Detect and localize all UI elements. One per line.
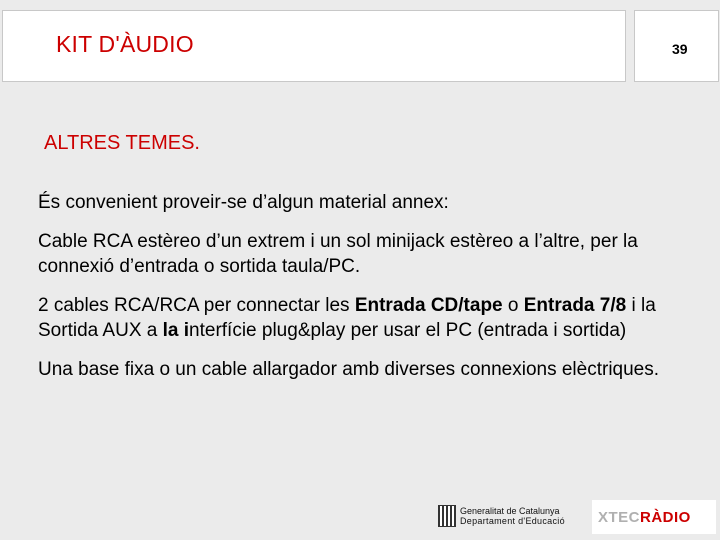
generalitat-name: Generalitat de Catalunya: [460, 506, 560, 516]
item2-bold-entrada-cd: Entrada CD/tape: [354, 295, 503, 316]
page-number: 39: [672, 41, 688, 57]
generalitat-logo-block: [438, 504, 573, 528]
intro-paragraph: És convenient proveir-se d’algun material annex:: [38, 192, 449, 213]
item2-bold-entrada-78: Entrada 7/8: [523, 295, 627, 316]
item2-text-1: 2 cables RCA/RCA per connectar les: [38, 295, 355, 316]
item2-text-3: i la Sortida AUX a: [38, 295, 656, 341]
item2-text-2: o: [502, 295, 524, 316]
section-title: ALTRES TEMES.: [44, 132, 200, 154]
xtec-radio-logo: [592, 500, 716, 534]
slide-content: [38, 190, 698, 396]
item-cables-rca-rca: [38, 293, 698, 343]
xtec-wordmark-part: XTEC: [598, 509, 641, 526]
generalitat-emblem-icon: [438, 505, 456, 527]
item-cable-rca-minijack: Cable RCA estèreo d’un extrem i un sol minijack estèreo a l’altre, per la connexió d’entrada o sortida taula/PC.: [38, 231, 638, 277]
item-base-fixa: Una base fixa o un cable allargador amb diverses connexions elèctriques.: [38, 359, 660, 380]
item2-bold-la-i: la i: [162, 320, 190, 341]
slide-header-title: KIT D'ÀUDIO: [56, 31, 194, 57]
radio-wordmark-part: RÀDIO: [640, 509, 691, 526]
xtec-radio-wordmark: [598, 509, 691, 526]
item2-text-4: nterfície plug&play per usar el PC (entrada i sortida): [189, 320, 627, 341]
department-name: Departament d'Educació: [460, 516, 565, 526]
